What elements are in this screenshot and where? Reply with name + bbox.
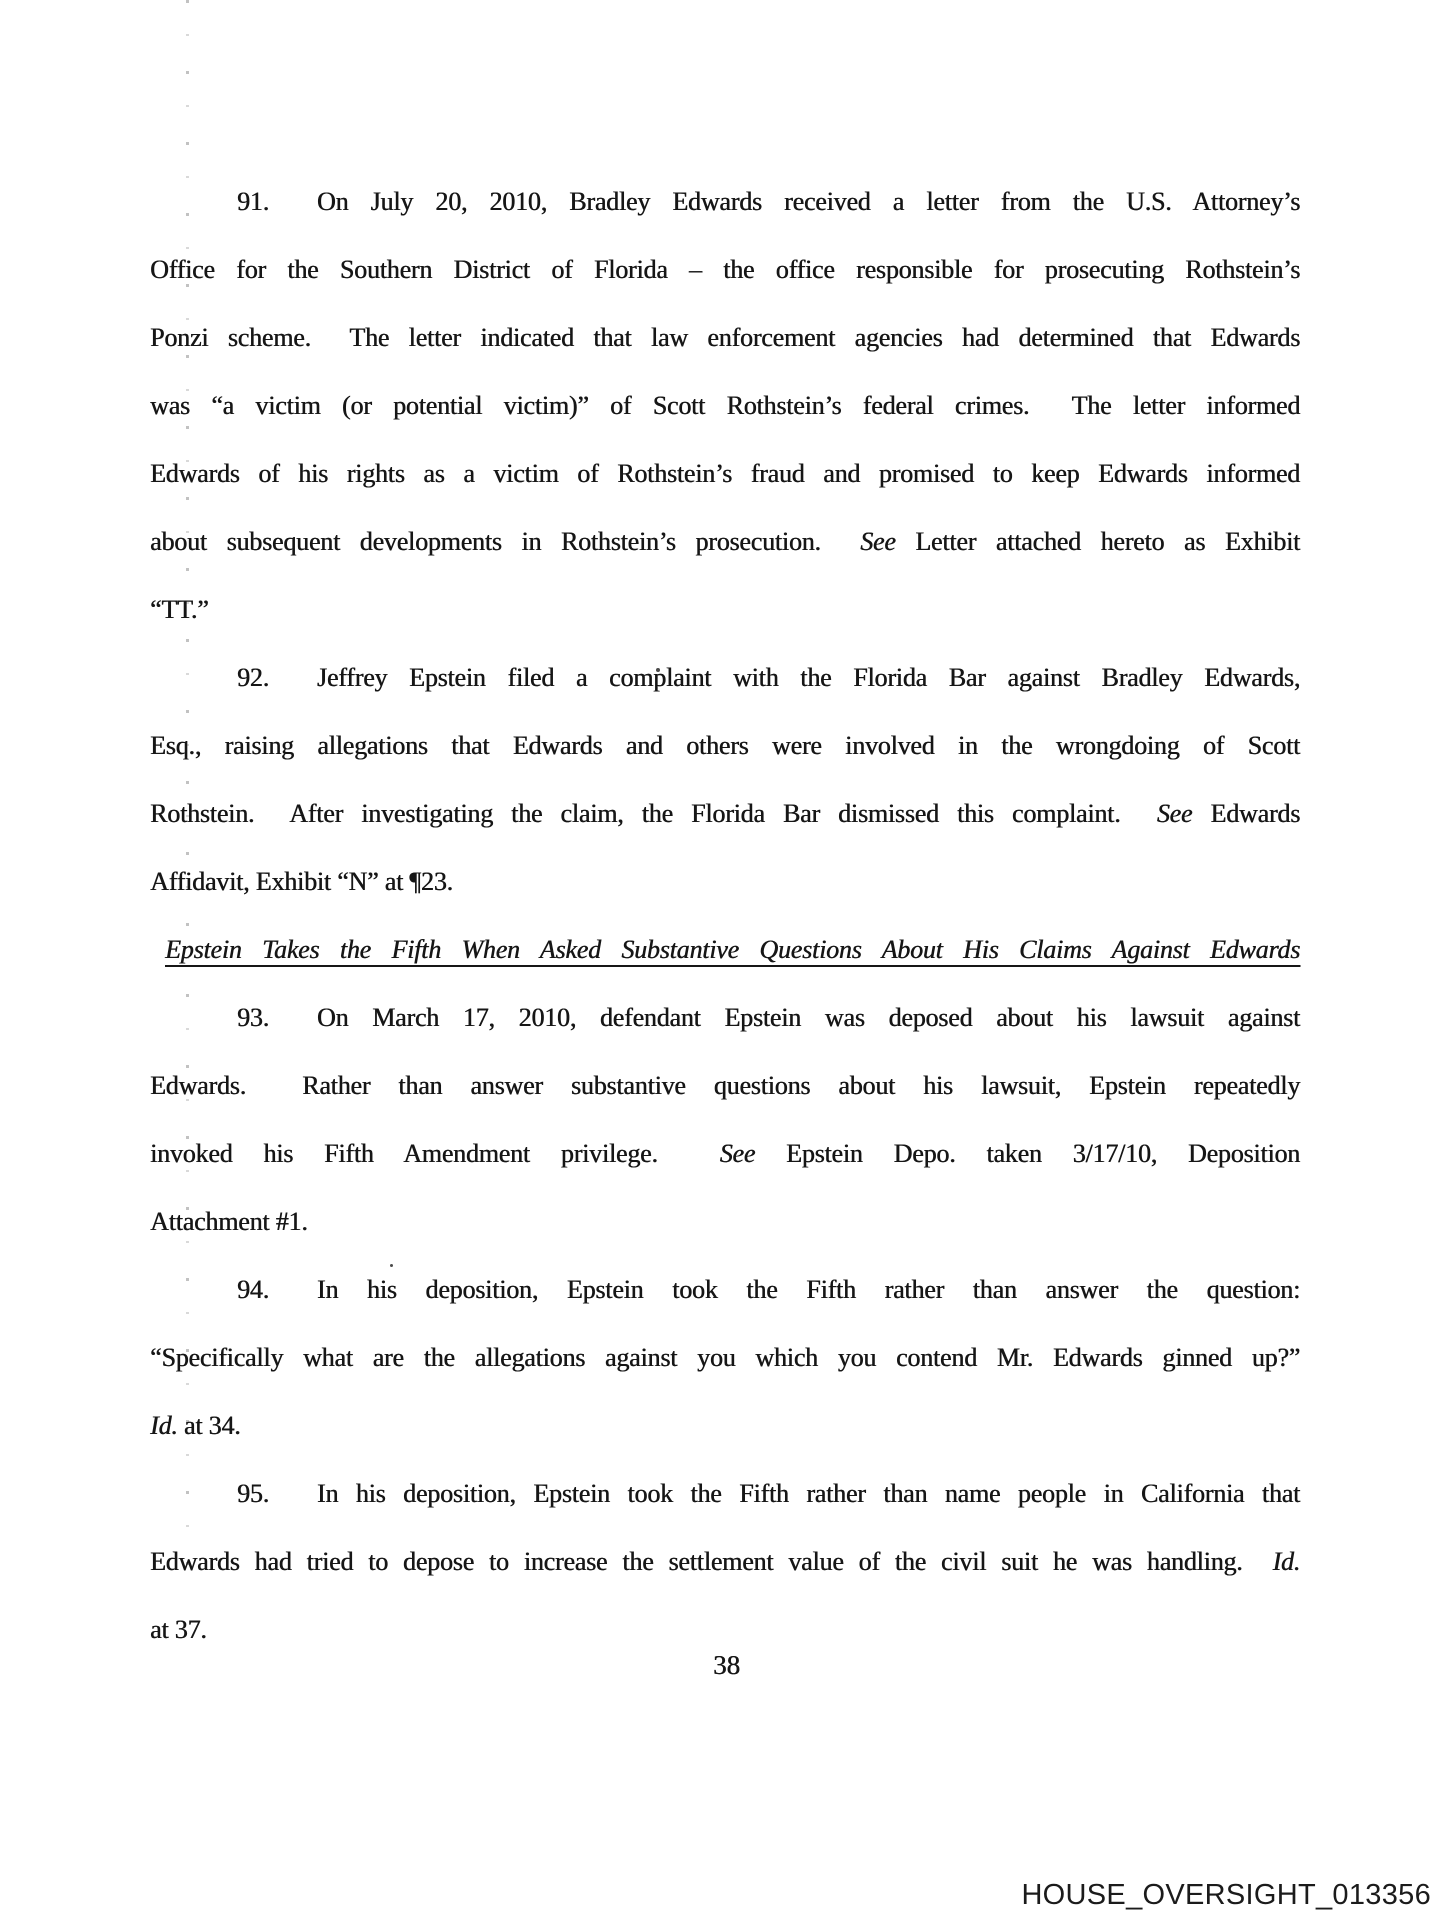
text-line: Edwards. Rather than answer substantive questions about his lawsuit, Epstein repeatedly [150,1071,1300,1100]
text-line: about subsequent developments in Rothstein’s prosecution. See Letter attached hereto as Exhibit [150,527,1300,556]
text-line: Edwards of his rights as a victim of Rothstein’s fraud and promised to keep Edwards informed [150,459,1300,488]
text-line: 95. In his deposition, Epstein took the Fifth rather than name people in California that [237,1479,1300,1508]
text-line: Esq., raising allegations that Edwards and others were involved in the wrongdoing of Scott [150,731,1300,760]
text-line: at 37. [150,1615,207,1644]
text-line: Id. at 34. [150,1411,241,1440]
text-line: Affidavit, Exhibit “N” at ¶23. [150,867,453,896]
paragraph-number: 93. [237,1003,269,1032]
text-line: 93. On March 17, 2010, defendant Epstein was deposed about his lawsuit against [237,1003,1300,1032]
text-line: 92. Jeffrey Epstein filed a complaint with the Florida Bar against Bradley Edwards, [237,663,1300,692]
text-line: Ponzi scheme. The letter indicated that law enforcement agencies had determined that Edwards [150,323,1300,352]
paragraph-number: 95. [237,1479,269,1508]
text-line: 91. On July 20, 2010, Bradley Edwards received a letter from the U.S. Attorney’s [237,187,1300,216]
text-line: Attachment #1. [150,1207,308,1236]
text-line: “Specifically what are the allegations against you which you contend Mr. Edwards ginned up?” [150,1343,1300,1372]
page-number: 38 [713,1650,740,1680]
section-heading: Epstein Takes the Fifth When Asked Substantive Questions About His Claims Against Edwards [165,935,1300,964]
bates-stamp: HOUSE_OVERSIGHT_013356 [1021,1879,1431,1911]
text-line: was “a victim (or potential victim)” of Scott Rothstein’s federal crimes. The letter informed [150,391,1300,420]
text-line: Rothstein. After investigating the claim, the Florida Bar dismissed this complaint. See Edwards [150,799,1300,828]
text-line: 94. In his deposition, Epstein took the Fifth rather than answer the question: [237,1275,1300,1304]
paragraph-number: 92. [237,663,269,692]
text-line: invoked his Fifth Amendment privilege. See Epstein Depo. taken 3/17/10, Deposition [150,1139,1300,1168]
paragraph-number: 91. [237,187,269,216]
text-line: Edwards had tried to depose to increase the settlement value of the civil suit he was handling. Id. [150,1547,1300,1576]
text-line: Office for the Southern District of Florida – the office responsible for prosecuting Rothstein’s [150,255,1300,284]
document-body [150,168,1300,1664]
paragraph-number: 94. [237,1275,269,1304]
text-line: “TT.” [150,595,209,624]
